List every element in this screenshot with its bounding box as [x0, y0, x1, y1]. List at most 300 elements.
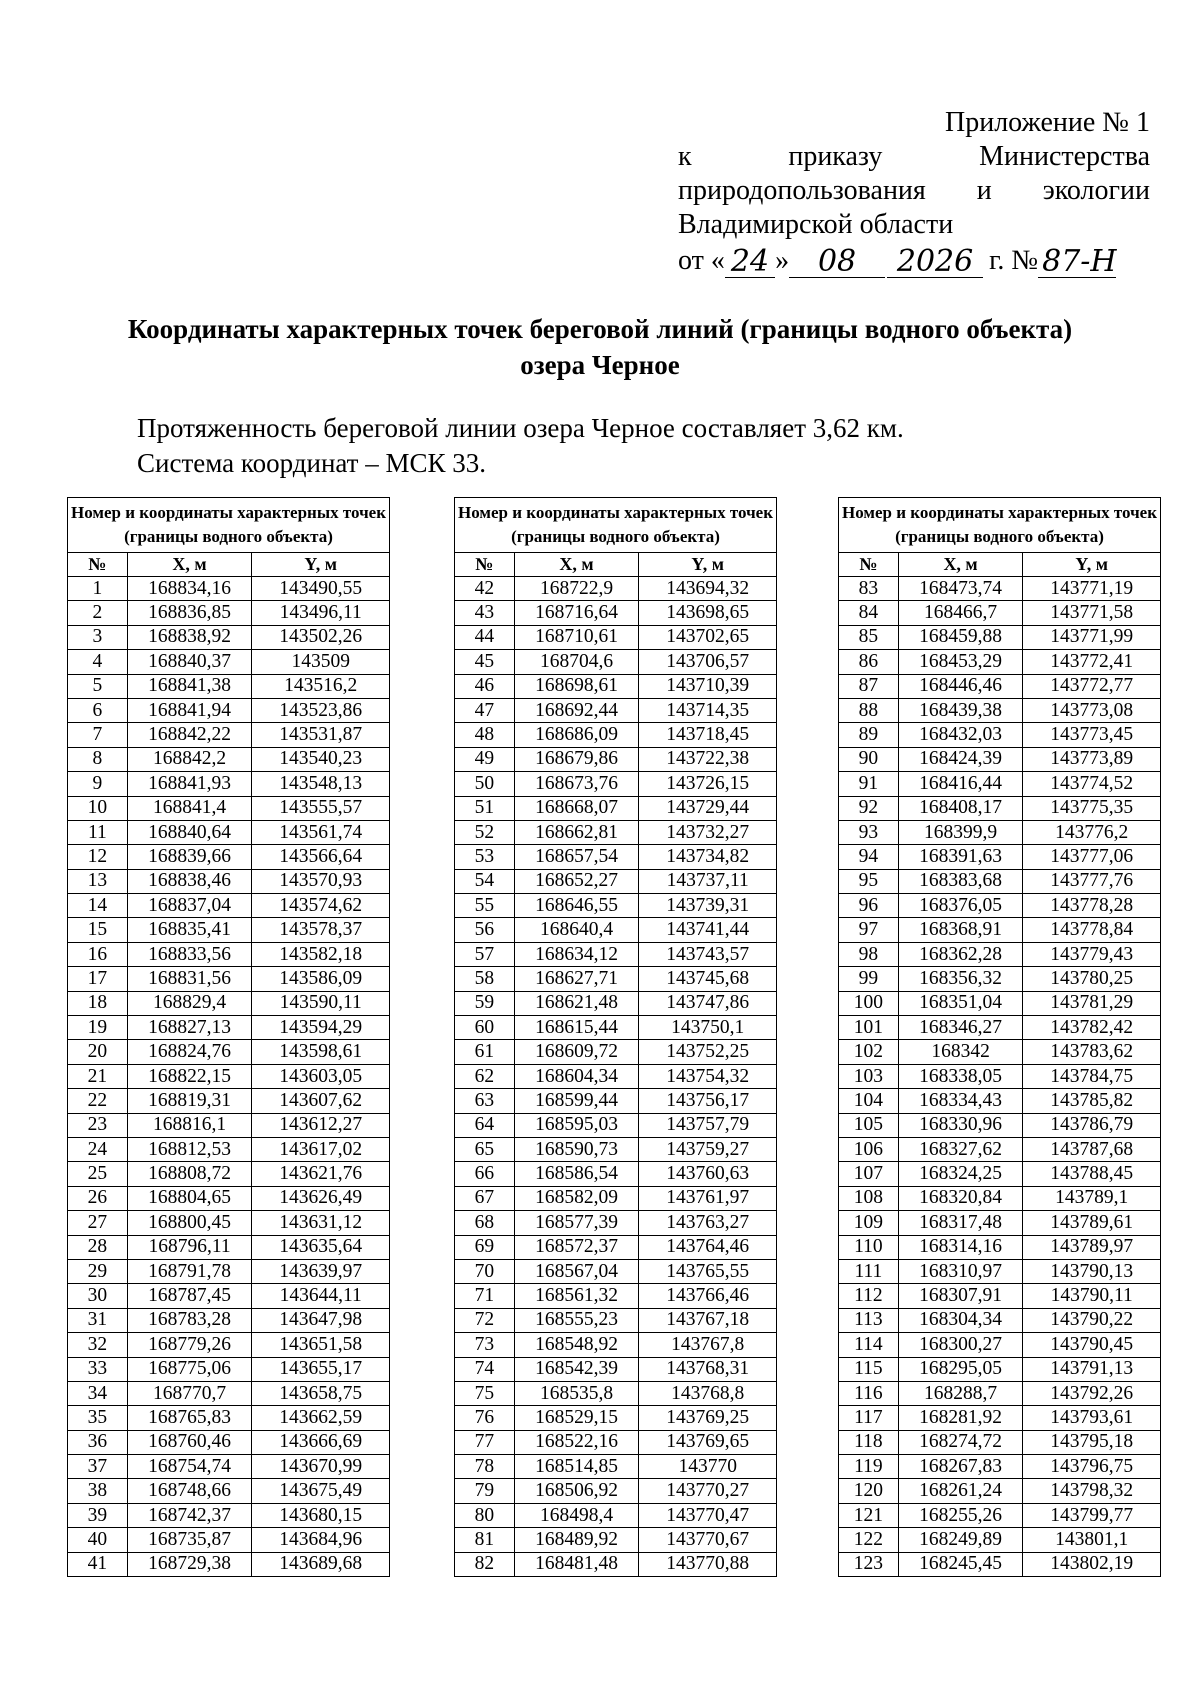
point-number-cell: 13: [68, 869, 128, 893]
point-number-cell: 70: [455, 1259, 515, 1283]
y-coordinate-cell: 143790,13: [1023, 1259, 1161, 1283]
table-row: [455, 698, 777, 722]
point-number-cell: 96: [839, 894, 899, 918]
y-coordinate-cell: 143612,27: [252, 1113, 390, 1137]
coordinates-table-2: [454, 497, 777, 1577]
table-row: [68, 1137, 390, 1161]
y-coordinate-cell: 143750,1: [639, 1016, 777, 1040]
table-row: [839, 1064, 1161, 1088]
handwritten-number: 87-Н: [1038, 247, 1116, 278]
x-coordinate-cell: 168842,2: [127, 747, 252, 771]
y-coordinate-cell: 143617,02: [252, 1137, 390, 1161]
x-coordinate-cell: 168535,8: [514, 1381, 639, 1405]
x-coordinate-cell: 168833,56: [127, 942, 252, 966]
annex-word: приказу: [788, 141, 883, 172]
point-number-cell: 49: [455, 747, 515, 771]
y-coordinate-cell: 143621,76: [252, 1162, 390, 1186]
date-mid: »: [775, 245, 790, 276]
y-coordinate-cell: 143767,8: [639, 1333, 777, 1357]
point-number-cell: 113: [839, 1308, 899, 1332]
x-coordinate-cell: 168300,27: [898, 1333, 1023, 1357]
table-row: [455, 820, 777, 844]
table-row: [455, 625, 777, 649]
y-coordinate-cell: 143670,99: [252, 1455, 390, 1479]
point-number-cell: 63: [455, 1089, 515, 1113]
x-coordinate-cell: 168770,7: [127, 1381, 252, 1405]
coordinates-table-1: [67, 497, 390, 1577]
table-row: [839, 845, 1161, 869]
x-coordinate-cell: 168698,61: [514, 674, 639, 698]
table-row: [839, 820, 1161, 844]
point-number-cell: 25: [68, 1162, 128, 1186]
y-coordinate-cell: 143760,63: [639, 1162, 777, 1186]
table-row: [839, 1137, 1161, 1161]
point-number-cell: 51: [455, 796, 515, 820]
y-coordinate-cell: 143752,25: [639, 1040, 777, 1064]
table-row: [455, 601, 777, 625]
point-number-cell: 28: [68, 1235, 128, 1259]
point-number-cell: 17: [68, 967, 128, 991]
x-coordinate-cell: 168841,94: [127, 698, 252, 722]
x-coordinate-cell: 168822,15: [127, 1064, 252, 1088]
point-number-cell: 33: [68, 1357, 128, 1381]
table-row: [839, 698, 1161, 722]
y-coordinate-cell: 143770: [639, 1455, 777, 1479]
table-row: [839, 747, 1161, 771]
x-coordinate-cell: 168506,92: [514, 1479, 639, 1503]
point-number-cell: 90: [839, 747, 899, 771]
table-row: [455, 942, 777, 966]
point-number-cell: 97: [839, 918, 899, 942]
y-coordinate-cell: 143635,64: [252, 1235, 390, 1259]
point-number-cell: 61: [455, 1040, 515, 1064]
x-coordinate-cell: 168334,43: [898, 1089, 1023, 1113]
column-header-x: X, м: [127, 553, 252, 577]
y-coordinate-cell: 143788,45: [1023, 1162, 1161, 1186]
x-coordinate-cell: 168498,4: [514, 1503, 639, 1527]
table-row: [68, 796, 390, 820]
y-coordinate-cell: 143662,59: [252, 1406, 390, 1430]
point-number-cell: 56: [455, 918, 515, 942]
x-coordinate-cell: 168281,92: [898, 1406, 1023, 1430]
point-number-cell: 101: [839, 1016, 899, 1040]
point-number-cell: 88: [839, 698, 899, 722]
table-row: [68, 1211, 390, 1235]
y-coordinate-cell: 143761,97: [639, 1186, 777, 1210]
table-row: [455, 991, 777, 1015]
y-coordinate-cell: 143741,44: [639, 918, 777, 942]
table-row: [455, 1503, 777, 1527]
point-number-cell: 58: [455, 967, 515, 991]
point-number-cell: 69: [455, 1235, 515, 1259]
table-row: [455, 1528, 777, 1552]
column-header-x: X, м: [898, 553, 1023, 577]
x-coordinate-cell: 168829,4: [127, 991, 252, 1015]
point-number-cell: 41: [68, 1552, 128, 1576]
table-row: [839, 1528, 1161, 1552]
point-number-cell: 122: [839, 1528, 899, 1552]
table-row: [455, 577, 777, 601]
point-number-cell: 7: [68, 723, 128, 747]
point-number-cell: 38: [68, 1479, 128, 1503]
x-coordinate-cell: 168342: [898, 1040, 1023, 1064]
point-number-cell: 34: [68, 1381, 128, 1405]
point-number-cell: 106: [839, 1137, 899, 1161]
y-coordinate-cell: 143770,67: [639, 1528, 777, 1552]
table-row: [839, 991, 1161, 1015]
x-coordinate-cell: 168424,39: [898, 747, 1023, 771]
table-row: [455, 845, 777, 869]
point-number-cell: 83: [839, 577, 899, 601]
y-coordinate-cell: 143586,09: [252, 967, 390, 991]
x-coordinate-cell: 168679,86: [514, 747, 639, 771]
table-row: [455, 650, 777, 674]
x-coordinate-cell: 168710,61: [514, 625, 639, 649]
x-coordinate-cell: 168657,54: [514, 845, 639, 869]
y-coordinate-cell: 143729,44: [639, 796, 777, 820]
y-coordinate-cell: 143763,27: [639, 1211, 777, 1235]
table-row: [839, 1040, 1161, 1064]
table-row: [455, 1406, 777, 1430]
x-coordinate-cell: 168288,7: [898, 1381, 1023, 1405]
y-coordinate-cell: 143757,79: [639, 1113, 777, 1137]
x-coordinate-cell: 168267,83: [898, 1455, 1023, 1479]
point-number-cell: 86: [839, 650, 899, 674]
y-coordinate-cell: 143710,39: [639, 674, 777, 698]
x-coordinate-cell: 168383,68: [898, 869, 1023, 893]
point-number-cell: 99: [839, 967, 899, 991]
x-coordinate-cell: 168304,34: [898, 1308, 1023, 1332]
table-row: [455, 1186, 777, 1210]
x-coordinate-cell: 168692,44: [514, 698, 639, 722]
y-coordinate-cell: 143799,77: [1023, 1503, 1161, 1527]
table-row: [68, 845, 390, 869]
x-coordinate-cell: 168838,46: [127, 869, 252, 893]
point-number-cell: 123: [839, 1552, 899, 1576]
x-coordinate-cell: 168314,16: [898, 1235, 1023, 1259]
x-coordinate-cell: 168840,37: [127, 650, 252, 674]
x-coordinate-cell: 168356,32: [898, 967, 1023, 991]
y-coordinate-cell: 143737,11: [639, 869, 777, 893]
table-row: [68, 1455, 390, 1479]
y-coordinate-cell: 143796,75: [1023, 1455, 1161, 1479]
point-number-cell: 57: [455, 942, 515, 966]
y-coordinate-cell: 143772,77: [1023, 674, 1161, 698]
y-coordinate-cell: 143798,32: [1023, 1479, 1161, 1503]
point-number-cell: 114: [839, 1333, 899, 1357]
x-coordinate-cell: 168590,73: [514, 1137, 639, 1161]
point-number-cell: 37: [68, 1455, 128, 1479]
y-coordinate-cell: 143745,68: [639, 967, 777, 991]
y-coordinate-cell: 143791,13: [1023, 1357, 1161, 1381]
point-number-cell: 109: [839, 1211, 899, 1235]
table-row: [839, 1381, 1161, 1405]
y-coordinate-cell: 143509: [252, 650, 390, 674]
point-number-cell: 68: [455, 1211, 515, 1235]
x-coordinate-cell: 168346,27: [898, 1016, 1023, 1040]
x-coordinate-cell: 168841,38: [127, 674, 252, 698]
y-coordinate-cell: 143540,23: [252, 747, 390, 771]
x-coordinate-cell: 168841,4: [127, 796, 252, 820]
number-label: г. №: [989, 245, 1039, 276]
point-number-cell: 67: [455, 1186, 515, 1210]
point-number-cell: 80: [455, 1503, 515, 1527]
x-coordinate-cell: 168408,17: [898, 796, 1023, 820]
table-row: [455, 1162, 777, 1186]
table-row: [455, 1552, 777, 1576]
x-coordinate-cell: 168754,74: [127, 1455, 252, 1479]
y-coordinate-cell: 143789,97: [1023, 1235, 1161, 1259]
x-coordinate-cell: 168599,44: [514, 1089, 639, 1113]
point-number-cell: 10: [68, 796, 128, 820]
title-line-1: Координаты характерных точек береговой линий (границы водного объекта): [127, 314, 1073, 344]
x-coordinate-cell: 168529,15: [514, 1406, 639, 1430]
x-coordinate-cell: 168840,64: [127, 820, 252, 844]
coordinate-system: Система координат – МСК 33.: [137, 448, 486, 478]
x-coordinate-cell: 168838,92: [127, 625, 252, 649]
table-header: Номер и координаты характерных точек (границы водного объекта): [455, 498, 777, 553]
point-number-cell: 43: [455, 601, 515, 625]
y-coordinate-cell: 143783,62: [1023, 1040, 1161, 1064]
table-row: [839, 723, 1161, 747]
table-row: [68, 1162, 390, 1186]
point-number-cell: 48: [455, 723, 515, 747]
y-coordinate-cell: 143582,18: [252, 942, 390, 966]
point-number-cell: 103: [839, 1064, 899, 1088]
annex-word: и: [976, 175, 992, 206]
y-coordinate-cell: 143531,87: [252, 723, 390, 747]
handwritten-day: 24: [725, 247, 775, 278]
point-number-cell: 91: [839, 772, 899, 796]
point-number-cell: 47: [455, 698, 515, 722]
y-coordinate-cell: 143626,49: [252, 1186, 390, 1210]
y-coordinate-cell: 143766,46: [639, 1284, 777, 1308]
point-number-cell: 66: [455, 1162, 515, 1186]
x-coordinate-cell: 168735,87: [127, 1528, 252, 1552]
x-coordinate-cell: 168796,11: [127, 1235, 252, 1259]
column-header-number: №: [839, 553, 899, 577]
table-row: [839, 1113, 1161, 1137]
table-row: [455, 918, 777, 942]
point-number-cell: 112: [839, 1284, 899, 1308]
point-number-cell: 95: [839, 869, 899, 893]
point-number-cell: 75: [455, 1381, 515, 1405]
x-coordinate-cell: 168615,44: [514, 1016, 639, 1040]
table-row: [839, 1333, 1161, 1357]
point-number-cell: 107: [839, 1162, 899, 1186]
x-coordinate-cell: 168716,64: [514, 601, 639, 625]
point-number-cell: 16: [68, 942, 128, 966]
table-row: [455, 1357, 777, 1381]
x-coordinate-cell: 168646,55: [514, 894, 639, 918]
point-number-cell: 98: [839, 942, 899, 966]
point-number-cell: 89: [839, 723, 899, 747]
y-coordinate-cell: 143777,76: [1023, 869, 1161, 893]
x-coordinate-cell: 168704,6: [514, 650, 639, 674]
x-coordinate-cell: 168548,92: [514, 1333, 639, 1357]
y-coordinate-cell: 143771,19: [1023, 577, 1161, 601]
y-coordinate-cell: 143566,64: [252, 845, 390, 869]
x-coordinate-cell: 168368,91: [898, 918, 1023, 942]
y-coordinate-cell: 143590,11: [252, 991, 390, 1015]
x-coordinate-cell: 168609,72: [514, 1040, 639, 1064]
point-number-cell: 52: [455, 820, 515, 844]
x-coordinate-cell: 168837,04: [127, 894, 252, 918]
x-coordinate-cell: 168514,85: [514, 1455, 639, 1479]
x-coordinate-cell: 168827,13: [127, 1016, 252, 1040]
shoreline-length: Протяженность береговой линии озера Черное составляет 3,62 км.: [137, 413, 904, 443]
column-header-number: №: [68, 553, 128, 577]
table-row: [455, 1455, 777, 1479]
table-row: [839, 1186, 1161, 1210]
y-coordinate-cell: 143777,06: [1023, 845, 1161, 869]
point-number-cell: 24: [68, 1137, 128, 1161]
point-number-cell: 105: [839, 1113, 899, 1137]
table-row: [839, 601, 1161, 625]
y-coordinate-cell: 143644,11: [252, 1284, 390, 1308]
y-coordinate-cell: 143702,65: [639, 625, 777, 649]
x-coordinate-cell: 168634,12: [514, 942, 639, 966]
annex-word: экологии: [1042, 175, 1150, 206]
table-row: [68, 772, 390, 796]
table-row: [68, 820, 390, 844]
y-coordinate-cell: 143778,28: [1023, 894, 1161, 918]
table-row: [839, 625, 1161, 649]
y-coordinate-cell: 143714,35: [639, 698, 777, 722]
x-coordinate-cell: 168804,65: [127, 1186, 252, 1210]
table-row: [455, 1235, 777, 1259]
point-number-cell: 2: [68, 601, 128, 625]
table-row: [68, 894, 390, 918]
annex-date-line: [678, 244, 1150, 278]
y-coordinate-cell: 143694,32: [639, 577, 777, 601]
point-number-cell: 92: [839, 796, 899, 820]
y-coordinate-cell: 143793,61: [1023, 1406, 1161, 1430]
table-row: [455, 1016, 777, 1040]
y-coordinate-cell: 143790,45: [1023, 1333, 1161, 1357]
point-number-cell: 110: [839, 1235, 899, 1259]
point-number-cell: 76: [455, 1406, 515, 1430]
point-number-cell: 45: [455, 650, 515, 674]
table-row: [68, 918, 390, 942]
x-coordinate-cell: 168324,25: [898, 1162, 1023, 1186]
x-coordinate-cell: 168522,16: [514, 1430, 639, 1454]
table-row: [455, 1308, 777, 1332]
x-coordinate-cell: 168808,72: [127, 1162, 252, 1186]
column-header-y: Y, м: [252, 553, 390, 577]
table-row: [68, 1235, 390, 1259]
date-prefix: от «: [678, 245, 725, 276]
table-row: [839, 1284, 1161, 1308]
y-coordinate-cell: 143786,79: [1023, 1113, 1161, 1137]
x-coordinate-cell: 168748,66: [127, 1479, 252, 1503]
title-line-2: озера Черное: [520, 350, 680, 380]
y-coordinate-cell: 143773,45: [1023, 723, 1161, 747]
x-coordinate-cell: 168453,29: [898, 650, 1023, 674]
point-number-cell: 82: [455, 1552, 515, 1576]
point-number-cell: 26: [68, 1186, 128, 1210]
point-number-cell: 119: [839, 1455, 899, 1479]
table-row: [68, 625, 390, 649]
y-coordinate-cell: 143773,89: [1023, 747, 1161, 771]
point-number-cell: 118: [839, 1430, 899, 1454]
point-number-cell: 35: [68, 1406, 128, 1430]
table-row: [68, 1406, 390, 1430]
x-coordinate-cell: 168779,26: [127, 1333, 252, 1357]
x-coordinate-cell: 168446,46: [898, 674, 1023, 698]
x-coordinate-cell: 168787,45: [127, 1284, 252, 1308]
y-coordinate-cell: 143570,93: [252, 869, 390, 893]
point-number-cell: 71: [455, 1284, 515, 1308]
x-coordinate-cell: 168245,45: [898, 1552, 1023, 1576]
table-row: [839, 967, 1161, 991]
table-row: [68, 698, 390, 722]
table-row: [68, 674, 390, 698]
x-coordinate-cell: 168668,07: [514, 796, 639, 820]
point-number-cell: 84: [839, 601, 899, 625]
y-coordinate-cell: 143792,26: [1023, 1381, 1161, 1405]
y-coordinate-cell: 143516,2: [252, 674, 390, 698]
x-coordinate-cell: 168834,16: [127, 577, 252, 601]
table-row: [455, 869, 777, 893]
table-row: [68, 1381, 390, 1405]
column-header-y: Y, м: [1023, 553, 1161, 577]
x-coordinate-cell: 168481,48: [514, 1552, 639, 1576]
table-row: [455, 1040, 777, 1064]
annex-title: Приложение № 1: [945, 107, 1150, 138]
point-number-cell: 21: [68, 1064, 128, 1088]
table-header: Номер и координаты характерных точек (границы водного объекта): [839, 498, 1161, 553]
table-row: [68, 1113, 390, 1137]
x-coordinate-cell: 168604,34: [514, 1064, 639, 1088]
y-coordinate-cell: 143789,61: [1023, 1211, 1161, 1235]
point-number-cell: 73: [455, 1333, 515, 1357]
y-coordinate-cell: 143734,82: [639, 845, 777, 869]
table-row: [839, 1357, 1161, 1381]
table-row: [839, 1259, 1161, 1283]
column-header-y: Y, м: [639, 553, 777, 577]
table-row: [68, 942, 390, 966]
x-coordinate-cell: 168686,09: [514, 723, 639, 747]
table-row: [455, 1113, 777, 1137]
table-row: [839, 1016, 1161, 1040]
y-coordinate-cell: 143631,12: [252, 1211, 390, 1235]
point-number-cell: 11: [68, 820, 128, 844]
table-row: [68, 1186, 390, 1210]
y-coordinate-cell: 143802,19: [1023, 1552, 1161, 1576]
x-coordinate-cell: 168595,03: [514, 1113, 639, 1137]
point-number-cell: 6: [68, 698, 128, 722]
y-coordinate-cell: 143768,31: [639, 1357, 777, 1381]
x-coordinate-cell: 168800,45: [127, 1211, 252, 1235]
table-row: [68, 723, 390, 747]
y-coordinate-cell: 143490,55: [252, 577, 390, 601]
x-coordinate-cell: 168819,31: [127, 1089, 252, 1113]
x-coordinate-cell: 168842,22: [127, 723, 252, 747]
x-coordinate-cell: 168310,97: [898, 1259, 1023, 1283]
y-coordinate-cell: 143756,17: [639, 1089, 777, 1113]
y-coordinate-cell: 143698,65: [639, 601, 777, 625]
y-coordinate-cell: 143732,27: [639, 820, 777, 844]
y-coordinate-cell: 143784,75: [1023, 1064, 1161, 1088]
point-number-cell: 20: [68, 1040, 128, 1064]
column-header-x: X, м: [514, 553, 639, 577]
x-coordinate-cell: 168391,63: [898, 845, 1023, 869]
table-row: [68, 1528, 390, 1552]
x-coordinate-cell: 168255,26: [898, 1503, 1023, 1527]
x-coordinate-cell: 168835,41: [127, 918, 252, 942]
x-coordinate-cell: 168261,24: [898, 1479, 1023, 1503]
